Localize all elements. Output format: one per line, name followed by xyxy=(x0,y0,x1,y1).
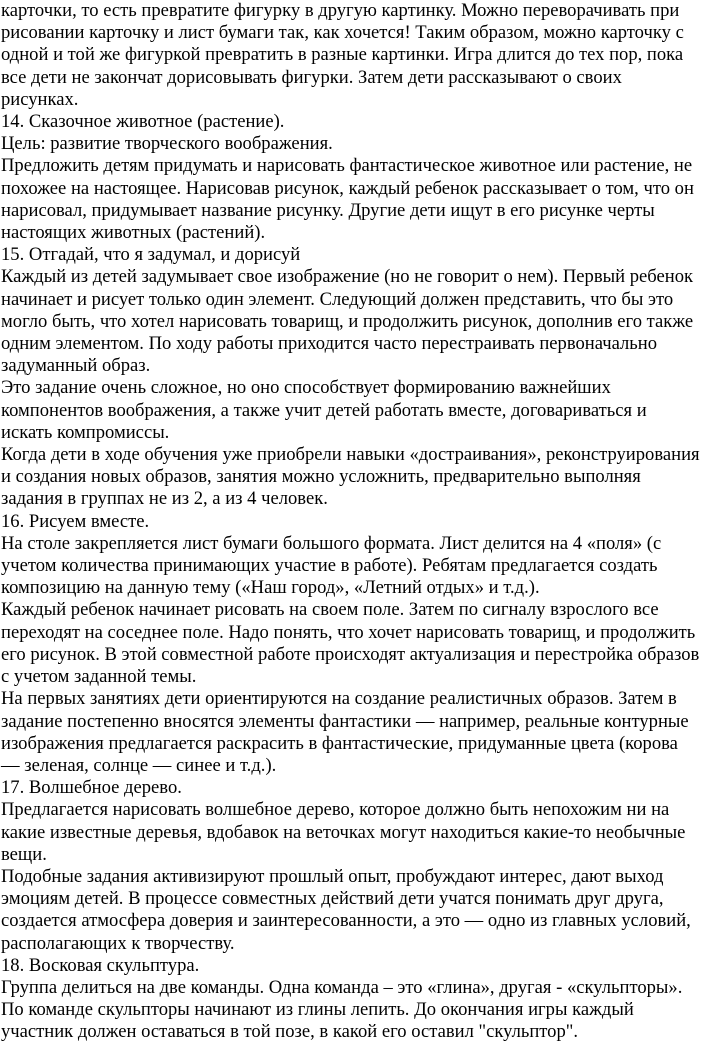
heading-game-15: 15. Отгадай, что я задумал, и дорисуй xyxy=(1,244,301,266)
paragraph-game-16-setup: На столе закрепляется лист бумаги большого формата. Лист делится на 4 «поля» (с учетом количества принимающих участие в работе). Ребятам предлагается создать композицию на данную тему («Наш город», «Летний отдых» и т.д.). xyxy=(1,532,662,599)
paragraph-intro-continuation: карточки, то есть превратите фигурку в другую картинку. Можно переворачивать при рисовании карточку и лист бумаги так, как хочется! Таким образом, можно карточку с одной и той же фигуркой превратить в разные картинки. Игра длится до тех пор, пока все дети не закончат дорисовывать фигурки. Затем дети рассказывают о своих рисунках. xyxy=(1,0,684,110)
paragraph-game-18-description: Группа делиться на две команды. Одна команда – это «глина», другая - «скульпторы». По команде скульпторы начинают из глины лепить. До окончания игры каждый участник должен оставаться в той позе, в какой его оставил "скульптор". xyxy=(1,976,683,1043)
paragraph-game-17-description: Предлагается нарисовать волшебное дерево, которое должно быть непохожим ни на какие известные деревья, вдобавок на веточках могут находиться какие-то необычные вещи. xyxy=(1,799,686,865)
goal-game-14: Цель: развитие творческого воображения. xyxy=(1,133,333,155)
paragraph-game-16-process: Каждый ребенок начинает рисовать на своем поле. Затем по сигналу взрослого все переходят на соседнее поле. Надо понять, что хочет нарисовать товарищ, и продолжить его рисунок. В этой совместной работе происходят актуализация и перестройка образов с учетом заданной темы. xyxy=(1,599,700,688)
paragraph-game-17-note: Подобные задания активизируют прошлый опыт, пробуждают интерес, дают выход эмоциям детей. В процессе совместных действий дети учатся понимать друг друга, создается атмосфера доверия и заинтересованности, а это — одно из главных условий, располагающих к творчеству. xyxy=(1,865,691,954)
heading-game-18: 18. Восковая скульптура. xyxy=(1,954,200,976)
paragraph-game-15-complication: Когда дети в ходе обучения уже приобрели навыки «достраивания», реконструирования и создания новых образов, занятия можно усложнить, предварительно выполняя задания в группах не из 2, а из 4 человек. xyxy=(1,444,700,510)
paragraph-game-15-description: Каждый из детей задумывает свое изображение (но не говорит о нем). Первый ребенок начинает и рисует только один элемент. Следующий должен представить, что бы это могло быть, что хотел нарисовать товарищ, и продолжить рисунок, дополнив его также одним элементом. По ходу работы приходится часто перестраивать первоначально задуманный образ. xyxy=(1,266,694,377)
heading-game-17: 17. Волшебное дерево. xyxy=(1,777,182,799)
paragraph-game-14-description: Предложить детям придумать и нарисовать фантастическое животное или растение, не похожее на настоящее. Нарисовав рисунок, каждый ребенок рассказывает о том, что он нарисовал, придумывает название рисунку. Другие дети ищут в его рисунке черты настоящих животных (растений). xyxy=(1,155,694,244)
paragraph-game-16-fantasy: На первых занятиях дети ориентируются на создание реалистичных образов. Затем в задание постепенно вносятся элементы фантастики — например, реальные контурные изображения предлагается раскрасить в фантастические, придуманные цвета (корова — зеленая, солнце — синее и т.д.). xyxy=(1,688,689,776)
heading-game-14: 14. Сказочное животное (растение). xyxy=(1,111,285,133)
heading-game-16: 16. Рисуем вместе. xyxy=(1,510,150,532)
paragraph-game-15-note: Это задание очень сложное, но оно способствует формированию важнейших компонентов воображения, а также учит детей работать вместе, договариваться и искать компромиссы. xyxy=(1,377,647,443)
